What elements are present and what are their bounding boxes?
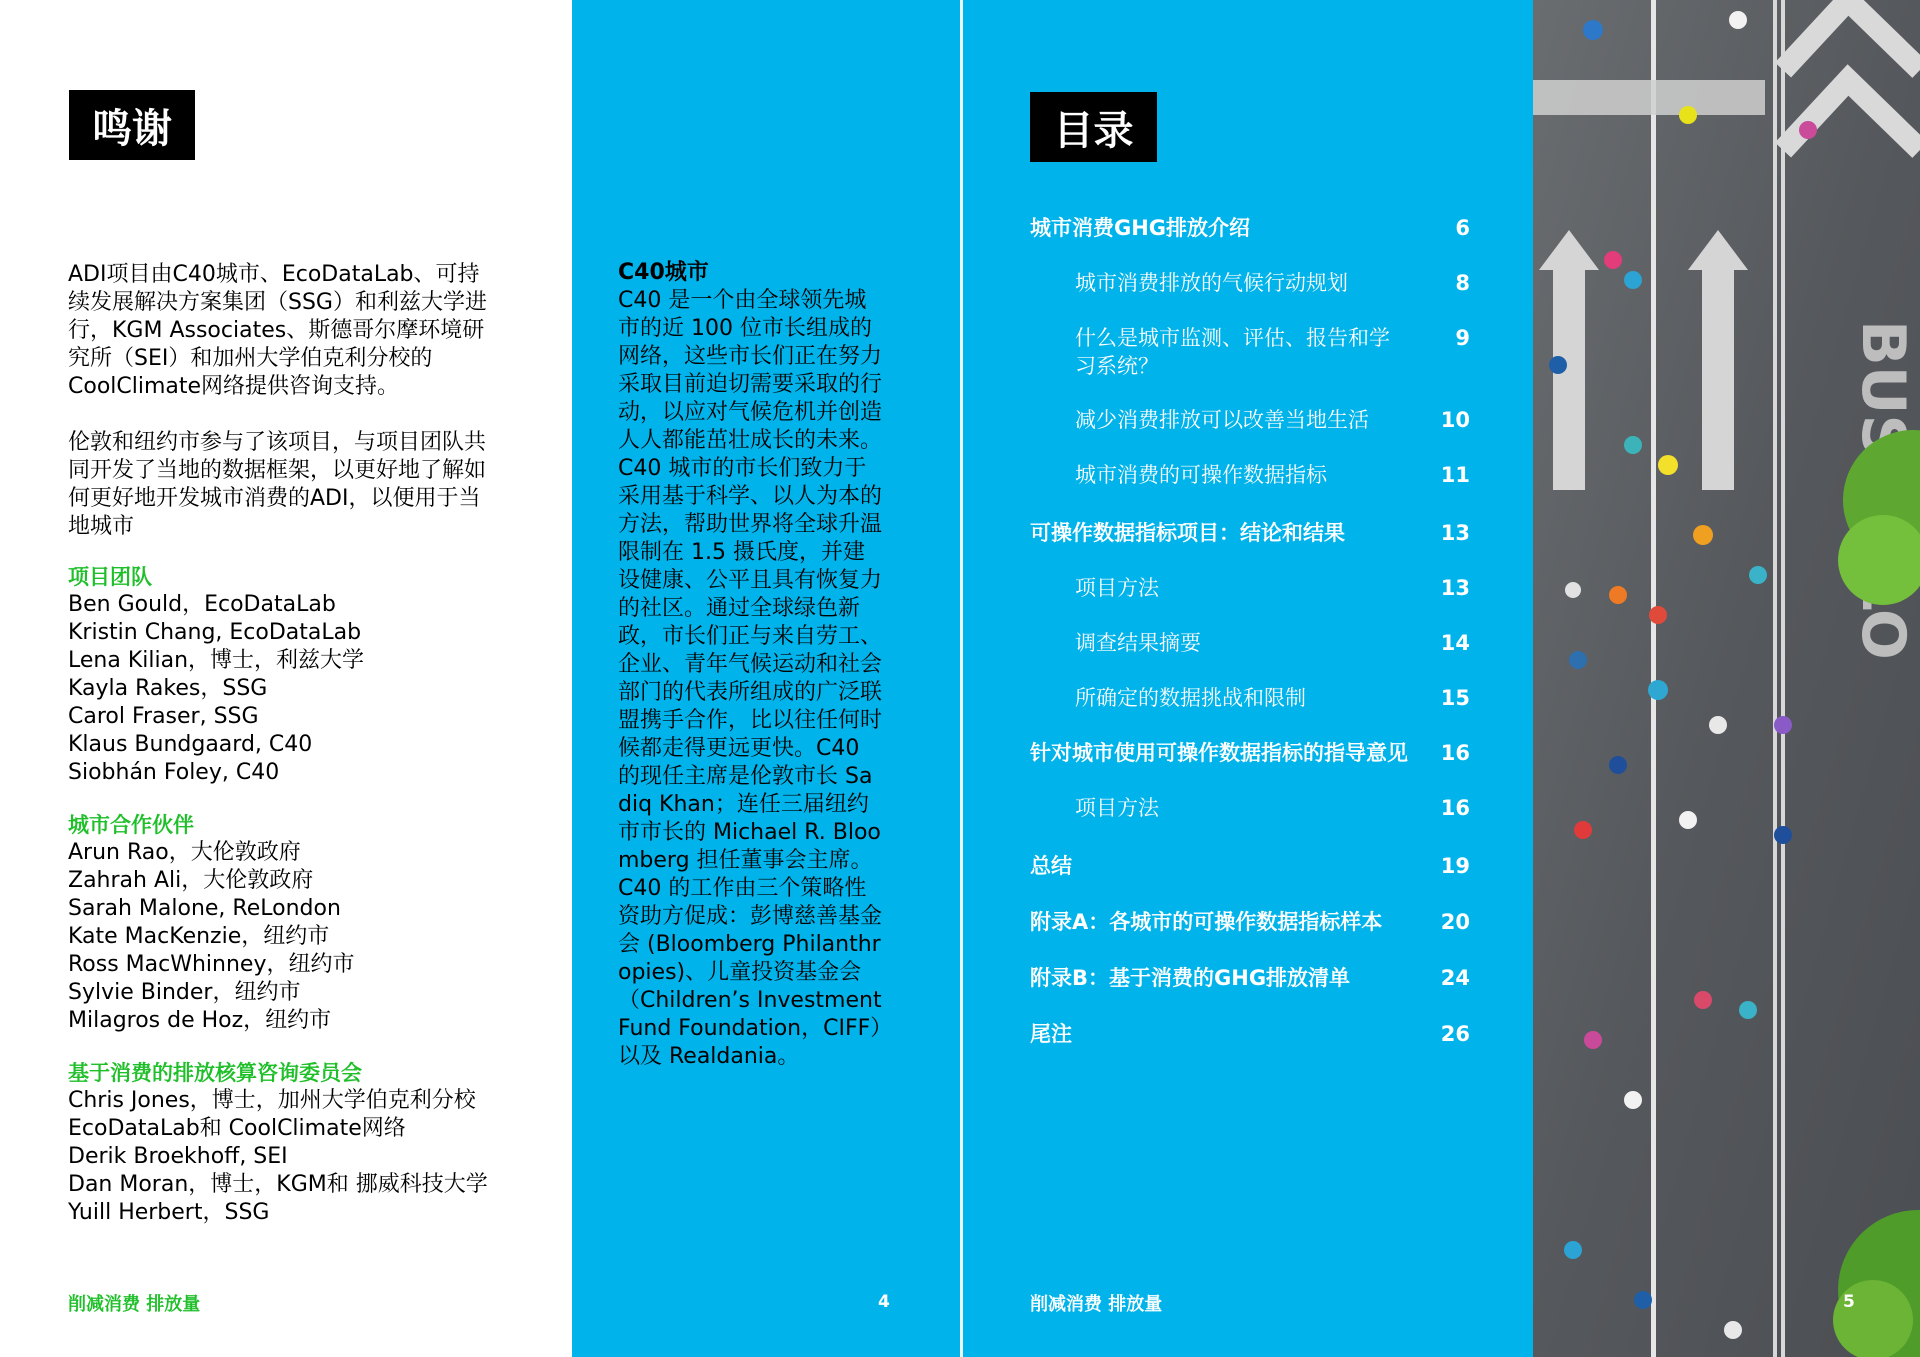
- toc-entry[interactable]: [1030, 852, 1470, 880]
- toc-entry[interactable]: [1030, 269, 1470, 297]
- team-member: Siobhán Foley, C40: [68, 760, 280, 785]
- toc-entry[interactable]: [1030, 794, 1470, 822]
- toc-entry[interactable]: [1030, 1020, 1470, 1048]
- partner-member: Sarah Malone, ReLondon: [68, 896, 341, 921]
- toc-entry[interactable]: [1030, 629, 1470, 657]
- toc-entry[interactable]: [1030, 406, 1470, 434]
- toc-entry[interactable]: [1030, 324, 1470, 380]
- toc-entry-page: 10: [1440, 408, 1470, 432]
- committee-member: Chris Jones，博士，加州大学伯克利分校: [68, 1088, 476, 1113]
- toc-entry-page: 24: [1440, 966, 1470, 990]
- toc-entry-label: 什么是城市监测、评估、报告和学习系统？: [1075, 326, 1390, 378]
- toc-entry-label: 调查结果摘要: [1075, 631, 1201, 655]
- team-member: Lena Kilian，博士，利兹大学: [68, 648, 365, 673]
- toc-entry-page: 15: [1440, 686, 1470, 710]
- toc-entry[interactable]: [1030, 964, 1470, 992]
- toc-entry-page: 9: [1455, 326, 1470, 350]
- partner-member: Arun Rao，大伦敦政府: [68, 840, 301, 865]
- partner-member: Milagros de Hoz，纽约市: [68, 1008, 332, 1033]
- intro-text: [68, 261, 488, 569]
- page-number-left: 4: [878, 1292, 890, 1312]
- toc-entry[interactable]: [1030, 519, 1470, 547]
- intro-paragraph-1: ADI项目由C40城市、EcoDataLab、可持续发展解决方案集团（SSG）和利兹大学进行，KGM Associates、斯德哥尔摩环境研究所（SEI）和加州大学伯克利分校的CoolClimate网络提供咨询支持。: [68, 262, 487, 399]
- toc-entry-label: 城市消费排放的气候行动规划: [1075, 271, 1348, 295]
- toc-entry-page: 13: [1440, 521, 1470, 545]
- toc-entry-page: 16: [1440, 796, 1470, 820]
- team-member: Kristin Chang, EcoDataLab: [68, 620, 362, 645]
- toc-entry[interactable]: [1030, 739, 1470, 767]
- partner-member: Zahrah Ali，大伦敦政府: [68, 868, 314, 893]
- toc-entry-label: 尾注: [1030, 1022, 1072, 1046]
- left-footer: 削减消费 排放量: [68, 1294, 201, 1315]
- table-of-contents-page: [963, 0, 1533, 1357]
- committee-member: Yuill Herbert，SSG: [68, 1200, 270, 1225]
- acknowledgements-page: [0, 0, 572, 1357]
- toc-entry-label: 城市消费的可操作数据指标: [1075, 463, 1327, 487]
- project-team-section: [68, 563, 508, 787]
- toc-entry[interactable]: [1030, 684, 1470, 712]
- toc-entry[interactable]: [1030, 461, 1470, 489]
- team-member: Carol Fraser, SSG: [68, 704, 259, 729]
- toc-entry-label: 项目方法: [1075, 576, 1159, 600]
- toc-entry-page: 11: [1440, 463, 1470, 487]
- toc-entry-label: 减少消费排放可以改善当地生活: [1075, 408, 1369, 432]
- toc-entry-label: 项目方法: [1075, 796, 1159, 820]
- partner-member: Sylvie Binder，纽约市: [68, 980, 301, 1005]
- committee-member: Dan Moran，博士，KGM和 挪威科技大学: [68, 1172, 488, 1197]
- team-member: Kayla Rakes，SSG: [68, 676, 268, 701]
- toc-entry-page: 14: [1440, 631, 1470, 655]
- c40-heading: C40城市: [618, 260, 709, 285]
- right-footer: 削减消费 排放量: [1030, 1294, 1163, 1315]
- advisory-committee-section: [68, 1059, 508, 1227]
- toc-entry-page: 19: [1440, 854, 1470, 878]
- toc-entry[interactable]: [1030, 908, 1470, 936]
- city-partners-heading: 城市合作伙伴: [68, 813, 194, 837]
- toc-entry-label: 针对城市使用可操作数据指标的指导意见: [1030, 741, 1408, 765]
- toc-entry-label: 附录B：基于消费的GHG排放清单: [1030, 966, 1351, 990]
- intro-paragraph-2: 伦敦和纽约市参与了该项目，与项目团队共同开发了当地的数据框架，以更好地了解如何更好地开发城市消费的ADI，以便用于当地城市: [68, 430, 487, 539]
- toc-entry-label: 城市消费GHG排放介绍: [1030, 216, 1251, 240]
- project-team-heading: 项目团队: [68, 565, 152, 589]
- team-member: Klaus Bundgaard, C40: [68, 732, 313, 757]
- toc-title: 目录: [1030, 92, 1157, 162]
- toc-entry-page: 20: [1440, 910, 1470, 934]
- toc-entry-page: 13: [1440, 576, 1470, 600]
- street-illustration: [1533, 0, 1920, 1357]
- toc-entry-label: 可操作数据指标项目：结论和结果: [1030, 521, 1345, 545]
- team-member: Ben Gould，EcoDataLab: [68, 592, 336, 617]
- advisory-committee-heading: 基于消费的排放核算咨询委员会: [68, 1061, 362, 1085]
- city-partners-section: [68, 811, 508, 1035]
- committee-member: EcoDataLab和 CoolClimate网络: [68, 1116, 406, 1141]
- toc-entry[interactable]: [1030, 574, 1470, 602]
- acknowledgements-title: 鸣谢: [69, 90, 195, 160]
- page-number-right: 5: [1843, 1292, 1855, 1312]
- toc-entry-label: 附录A：各城市的可操作数据指标样本: [1030, 910, 1383, 934]
- toc-entry-page: 26: [1440, 1022, 1470, 1046]
- toc-entry[interactable]: [1030, 214, 1470, 242]
- toc-entry-page: 8: [1455, 271, 1470, 295]
- cyclists-aerial-photo: [1533, 0, 1920, 1357]
- toc-entry-page: 6: [1455, 216, 1470, 240]
- c40-body: C40 是一个由全球领先城市的近 100 位市长组成的网络，这些市长们正在努力采取目前迫切需要采取的行动，以应对气候危机并创造人人都能茁壮成长的未来。C40 城市的市长们致力于采用基于科学、以人为本的方法，帮助世界将全球升温限制在 1.5 摄氏度，并建设健康、公平且具有恢复力的社区。通过全球绿色新政，市长们正与来自劳工、企业、青年气候运动和社会部门的代表所组成的广泛联盟携手合作，比以往任何时候都走得更远更快。C40 的现任主席是伦敦市长 Sadiq Khan；连任三届纽约市市长的 Michael R. Bloomberg 担任董事会主席。C40 的工作由三个策略性资助方促成：彭博慈善基金会 (Bloomberg Philanthropies)、儿童投资基金会（Children’s Investment Fund Foundation，CIFF）以及 Realdania。: [618, 288, 883, 1069]
- partner-member: Kate MacKenzie，纽约市: [68, 924, 330, 949]
- c40-panel: [572, 0, 960, 1357]
- toc-entry-label: 所确定的数据挑战和限制: [1075, 686, 1306, 710]
- committee-member: Derik Broekhoff, SEI: [68, 1144, 288, 1169]
- toc-entry-label: 总结: [1030, 854, 1072, 878]
- partner-member: Ross MacWhinney，纽约市: [68, 952, 355, 977]
- toc-entry-page: 16: [1440, 741, 1470, 765]
